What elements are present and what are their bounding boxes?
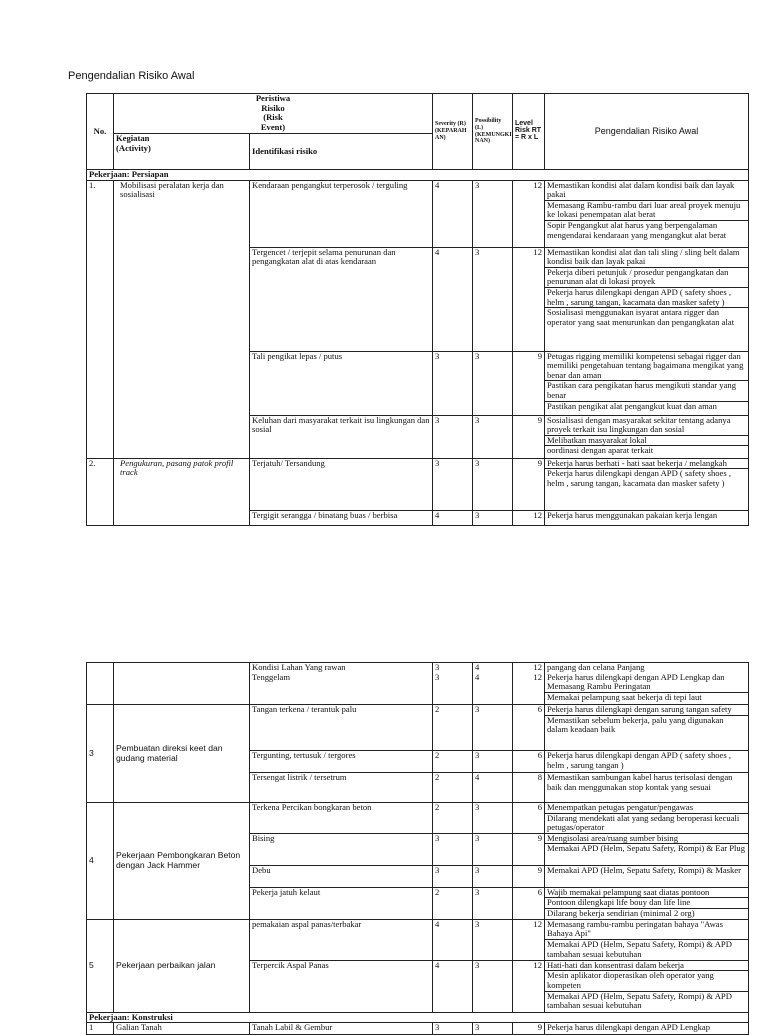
control-cell — [545, 833, 749, 865]
possibility-value: 3 — [473, 919, 513, 960]
activity-name: Mobilisasi peralatan kerja dan sosialisasi — [114, 180, 250, 458]
activity-name-empty — [114, 663, 250, 705]
control-cell — [545, 773, 749, 803]
risk-level-item: 12 — [533, 671, 542, 682]
control-item: Memakai pelampung saat bekerja di tepi laut — [547, 691, 702, 702]
control-item: Mesin aplikator dioperasikan oleh operator yang kompeten — [545, 971, 748, 991]
control-cell — [545, 247, 749, 351]
control-item: Pastikan cara pengikatan harus mengikuti standar yang benar — [545, 381, 748, 401]
control-item: Sopir Pengangkut alat harus yang berpengalaman mengendarai kendaraan yang mengangkut alat berat — [547, 219, 727, 240]
header-control: Pengendalian Risiko Awal — [545, 94, 749, 170]
control-item: Wajib memakai pelampung saat diatas pontoon — [545, 888, 748, 899]
control-item: Memakai APD (Helm, Sepatu Safety, Rompi) & Masker — [547, 865, 741, 875]
risk-level-value: 9 — [513, 415, 545, 458]
severity-item: 3 — [435, 662, 440, 672]
risk-item: Tenggelam — [252, 671, 291, 682]
possibility-value: 3 — [473, 510, 513, 525]
control-item: Menempatkan petugas pengatur/pengawas — [545, 803, 748, 814]
risk-identification: Terkena Percikan bongkaran beton — [250, 803, 433, 834]
control-cell — [545, 751, 749, 773]
header-activity: Kegiatan (Activity) — [114, 134, 250, 170]
control-item: Memastikan kondisi alat dalam kondisi baik dan layak pakai — [545, 181, 748, 201]
possibility-value: 3 — [473, 705, 513, 751]
activity-name: Pekerjaan Pembongkaran Beton dengan Jack Hammer — [114, 803, 250, 920]
severity-value: 4 — [433, 919, 473, 960]
severity-value: 3 — [433, 1023, 473, 1035]
risk-identification: Kendaraan pengangkut terperosok / terguling — [250, 180, 433, 247]
header-possibility: Possibility (L) (KEMUNGKI NAN) — [473, 94, 513, 170]
activity-no: 1. — [87, 180, 114, 458]
risk-level-value: 6 — [513, 887, 545, 919]
activity-name: Pengukuran, pasang patok profil track — [114, 458, 250, 525]
table-row — [87, 1023, 749, 1035]
header-severity: Severity (R) (KEPARAH AN) — [433, 94, 473, 170]
control-item: Petugas rigging memiliki kompetensi sebagai rigger dan memiliki pengetahuan tentang bagaimana mengikat yang benar dan aman — [545, 352, 748, 382]
header-risk-identification: Identifikasi risiko — [250, 134, 433, 170]
risk-identification: Tersengat listrik / tersetrum — [250, 773, 433, 803]
activity-name: Pekerjaan perbaikan jalan — [114, 919, 250, 1012]
table-row — [87, 705, 749, 751]
possibility-value — [473, 663, 513, 705]
control-item: Memastikan sambungan kabel harus terisolasi dengan baik dan menggunakan stop kontak yang sesuai — [547, 772, 733, 792]
possibility-value: 4 — [473, 773, 513, 803]
severity-value: 2 — [433, 705, 473, 751]
control-item: Dilarang mendekati alat yang sedang beroperasi kecuali petugas/operator — [547, 812, 740, 833]
control-item: Pekerja harus menggunakan pakaian kerja lengan — [547, 510, 718, 520]
severity-item: 3 — [435, 671, 440, 682]
control-item: Hati-hati dan konsentrasi dalam bekerja — [545, 961, 748, 972]
table-row — [87, 919, 749, 960]
control-cell — [545, 415, 749, 458]
control-item: Memakai APD (Helm, Sepatu Safety, Rompi) & APD tambahan sesuai kebutuhan — [547, 990, 732, 1011]
control-cell — [545, 510, 749, 525]
risk-level-value: 6 — [513, 803, 545, 834]
risk-identification: Tangan terkena / terantuk palu — [250, 705, 433, 751]
activity-name: Galian Tanah — [114, 1023, 250, 1035]
risk-identification: Tergencet / terjepit selama penurunan dan pengangkatan alat di atas kendaraan — [250, 247, 433, 351]
header-risk-event: Peristiwa Risiko (Risk Event) — [114, 94, 433, 134]
possibility-value: 3 — [473, 415, 513, 458]
risk-identification: Tali pengikat lepas / putus — [250, 351, 433, 415]
control-item: Pekerja harus dilengkapi dengan APD Lengkap — [545, 1023, 749, 1035]
table-row — [87, 803, 749, 834]
severity-value: 4 — [433, 180, 473, 247]
risk-level-value: 9 — [513, 351, 545, 415]
activity-no: 1 — [87, 1023, 114, 1035]
risk-level-value — [513, 663, 545, 705]
severity-value: 2 — [433, 773, 473, 803]
control-item: Pekerja diberi petunjuk / prosedur pengangkatan dan penurunan alat di lokasi proyek — [545, 268, 748, 288]
control-item: Mengisolasi area/ruang sumber bising — [545, 834, 748, 845]
control-item: Pekerja harus dilengkapi dengan APD ( safety shoes , helm , sarung tangan, kacamata dan masker safety ) — [547, 468, 732, 488]
control-item: Sosialisasi dengan masyarakat sekitar tentang adanya proyek terkait isu lingkungan dan sosial — [545, 416, 748, 436]
table-row — [87, 180, 749, 247]
page-title: Pengendalian Risiko Awal — [68, 70, 195, 82]
risk-level-value: 6 — [513, 705, 545, 751]
possibility-value: 3 — [473, 180, 513, 247]
possibility-value: 3 — [473, 833, 513, 865]
control-item: Pontoon dilengkapi life bouy dan life line — [545, 898, 748, 909]
activity-no-empty — [87, 663, 114, 705]
severity-value: 2 — [433, 751, 473, 773]
risk-table-1 — [86, 93, 749, 526]
control-cell — [545, 919, 749, 960]
control-item: Dilarang bekerja sendirian (minimal 2 org) — [547, 907, 695, 918]
possibility-value: 3 — [473, 751, 513, 773]
possibility-item: 4 — [475, 662, 480, 672]
control-item: Pekerja harus dilengkapi dengan APD Lengkap dan Memasang Rambu Peringatan — [545, 673, 748, 693]
activity-name: Pembuatan direksi keet dan gudang material — [114, 705, 250, 803]
possibility-value: 3 — [473, 960, 513, 1012]
risk-level-value: 9 — [513, 1023, 545, 1035]
control-item: Pekerja harus dilengkapi dengan sarung tangan safety — [545, 705, 748, 716]
possibility-value: 3 — [473, 865, 513, 887]
risk-identification: Tergigit serangga / binatang buas / berbisa — [250, 510, 433, 525]
risk-identification: Bising — [250, 833, 433, 865]
risk-level-value: 12 — [513, 510, 545, 525]
control-cell — [545, 887, 749, 919]
severity-value: 4 — [433, 510, 473, 525]
control-cell — [545, 458, 749, 510]
severity-value: 4 — [433, 247, 473, 351]
control-item: Pastikan pengikat alat pengangkut kuat dan aman — [547, 400, 717, 411]
possibility-value: 3 — [473, 1023, 513, 1035]
risk-level-value: 9 — [513, 458, 545, 510]
risk-identification: Terpercik Aspal Panas — [250, 960, 433, 1012]
risk-identification — [250, 663, 433, 705]
risk-identification: Keluhan dari masyarakat terkait isu lingkungan dan sosial — [250, 415, 433, 458]
risk-identification: pemakaian aspal panas/terbakar — [250, 919, 433, 960]
risk-level-value: 9 — [513, 833, 545, 865]
possibility-item: 4 — [475, 671, 480, 682]
header-level-risk: Level Risk RT = R x L — [513, 94, 545, 170]
table-row — [87, 663, 749, 705]
control-item: Sosialisasi menggunakan isyarat antara rigger dan operator yang saat menurunkan dan pengangkatan alat — [547, 307, 735, 327]
control-cell — [545, 803, 749, 834]
severity-value: 4 — [433, 960, 473, 1012]
risk-level-value: 12 — [513, 247, 545, 351]
severity-value — [433, 663, 473, 705]
risk-level-value: 9 — [513, 865, 545, 887]
severity-value: 3 — [433, 865, 473, 887]
possibility-value: 3 — [473, 887, 513, 919]
risk-level-value: 12 — [513, 919, 545, 960]
control-item: Memakai APD (Helm, Sepatu Safety, Rompi) & Ear Plug — [547, 843, 746, 854]
control-item: Memasang rambu-rambu peringatan bahaya "Awas Bahaya Api" — [545, 920, 748, 940]
severity-value: 3 — [433, 415, 473, 458]
section-konstruksi: Pekerjaan: Konstruksi — [87, 1012, 749, 1023]
control-cell — [545, 960, 749, 1012]
table-row — [87, 458, 749, 510]
control-item: Memastikan sebelum bekerja, palu yang digunakan dalam keadaan baik — [547, 714, 724, 735]
risk-level-value: 12 — [513, 180, 545, 247]
header-no: No. — [87, 94, 114, 170]
risk-level-item: 12 — [533, 662, 542, 672]
control-item: Memakai APD (Helm, Sepatu Safety, Rompi) & APD tambahan sesuai kebutuhan — [547, 938, 732, 959]
risk-table-2 — [86, 662, 749, 1035]
risk-identification: Debu — [250, 865, 433, 887]
activity-no: 2. — [87, 458, 114, 525]
control-cell — [545, 351, 749, 415]
possibility-value: 3 — [473, 247, 513, 351]
section-persiapan: Pekerjaan: Persiapan — [87, 170, 749, 181]
risk-identification: Tanah Labil & Gembur — [250, 1023, 433, 1035]
risk-item: Kondisi Lahan Yang rawan — [252, 662, 346, 672]
activity-no: 4 — [87, 803, 114, 920]
risk-identification: Terjatuh/ Tersandung — [250, 458, 433, 510]
control-item: Memastikan kondisi alat dan tali sling / sling belt dalam kondisi baik dan layak pakai — [545, 248, 748, 268]
possibility-value: 3 — [473, 803, 513, 834]
possibility-value: 3 — [473, 351, 513, 415]
risk-identification: Pekerja jatuh kelaut — [250, 887, 433, 919]
severity-value: 3 — [433, 458, 473, 510]
severity-value: 3 — [433, 833, 473, 865]
control-cell — [545, 705, 749, 751]
risk-level-value: 6 — [513, 751, 545, 773]
control-item: pangang dan celana Panjang — [547, 662, 645, 672]
risk-level-value: 8 — [513, 773, 545, 803]
control-item: Pekerja harus dilengkapi dengan APD ( safety shoes , helm , sarung tangan, kacamata dan masker safety ) — [545, 288, 748, 308]
risk-identification: Tergunting, tertusuk / tergores — [250, 751, 433, 773]
control-item: Pekerja harus dilengkapi dengan APD ( safety shoes , helm , sarung tangan ) — [547, 750, 732, 770]
control-item: Memasang Rambu-rambu dari luar areal proyek menuju ke lokasi penempatan alat berat — [545, 201, 748, 221]
control-item: Melibatkan masyarakat lokal — [545, 436, 748, 447]
activity-no: 3 — [87, 705, 114, 803]
control-cell — [545, 865, 749, 887]
activity-no: 5 — [87, 919, 114, 1012]
control-cell — [545, 663, 749, 705]
severity-value: 3 — [433, 351, 473, 415]
severity-value: 2 — [433, 803, 473, 834]
severity-value: 2 — [433, 887, 473, 919]
control-item: oordinasi dengan aparat terkait — [547, 445, 654, 456]
control-cell — [545, 180, 749, 247]
risk-level-value: 12 — [513, 960, 545, 1012]
possibility-value: 3 — [473, 458, 513, 510]
control-item: Pekerja harus berhati - hati saat bekerja / melangkah — [545, 459, 748, 470]
